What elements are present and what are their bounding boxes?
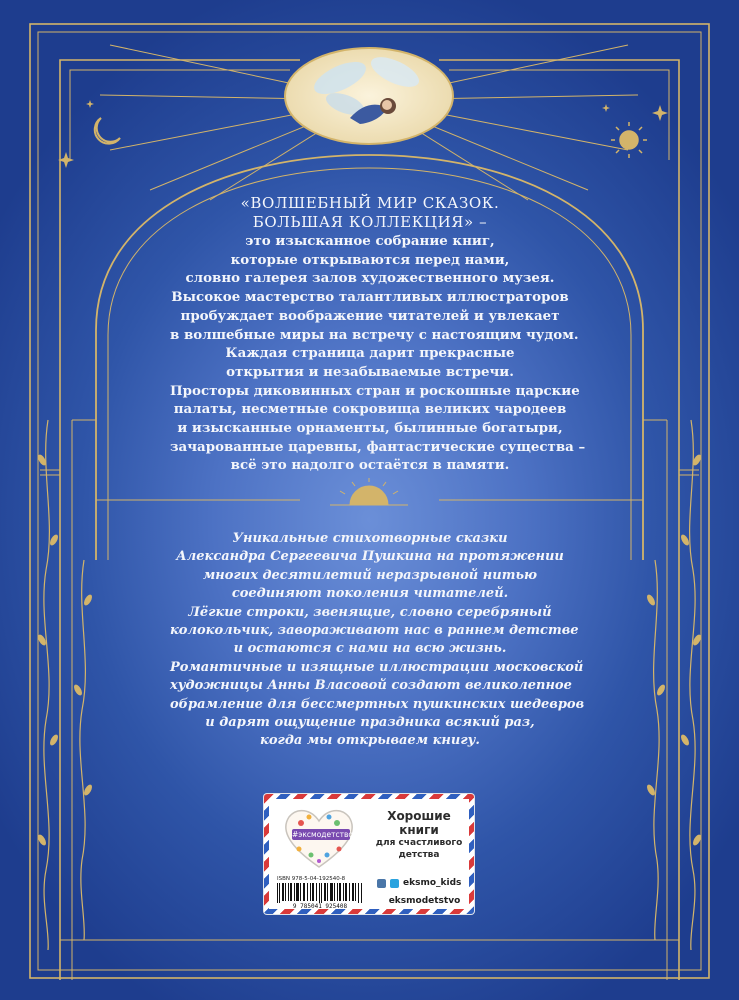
intro-line: зачарованные царевны, фантастические существа – — [170, 438, 586, 455]
intro-line: Каждая страница дарит прекрасные — [225, 345, 515, 362]
series-title-line-1: «ВОЛШЕБНЫЙ МИР СКАЗОК. — [240, 194, 500, 212]
description-line: многих десятилетий неразрывной нитью — [202, 567, 538, 583]
description-line: и остаются с нами на всю жизнь. — [233, 641, 507, 657]
intro-line: всё это надолго остаётся в памяти. — [230, 457, 510, 474]
sun-icon — [611, 122, 647, 158]
description-line: соединяют поколения читателей. — [231, 586, 509, 602]
slogan-line: детства — [398, 850, 440, 860]
vk-icon — [377, 879, 386, 888]
intro-line: словно галерея залов художественного музея. — [185, 270, 555, 287]
sunrise-ornament — [330, 478, 408, 505]
fairy-illustration — [285, 48, 453, 144]
intro-line: пробуждает воображение читателей и увлекает — [180, 307, 560, 324]
intro-line: Просторы диковинных стран и роскошные царские — [170, 382, 580, 399]
description-line: Романтичные и изящные иллюстрации московской — [170, 659, 584, 675]
barcode-number: 9 785041 925408 — [292, 903, 348, 910]
slogan-line: Хорошие — [387, 809, 451, 823]
social-handle — [377, 878, 461, 888]
isbn-text: ISBN 978-5-04-192540-8 — [277, 876, 346, 882]
description-line: когда мы открываем книгу. — [260, 733, 480, 749]
description-line: колокольчик, завораживают нас в раннем детстве — [170, 623, 579, 639]
slogan — [367, 809, 471, 861]
intro-line: Высокое мастерство талантливых иллюстраторов — [171, 289, 569, 306]
description-line: и дарят ощущение праздника всякий раз, — [205, 715, 535, 731]
description-text — [170, 530, 585, 751]
slogan-line: для счастливого — [375, 838, 463, 848]
description-line: художницы Анны Власовой создают великолепное — [170, 678, 572, 694]
telegram-icon — [390, 879, 399, 888]
intro-text — [170, 194, 586, 475]
description-line: Александра Сергеевича Пушкина на протяжении — [176, 549, 564, 565]
description-line: обрамление для бессмертных пушкинских шедевров — [170, 696, 585, 712]
sticker-inner — [269, 799, 469, 909]
intro-line: открытия и незабываемые встречи. — [226, 363, 514, 380]
slogan-line: книги — [399, 823, 439, 837]
intro-line: и изысканные орнаменты, былинные богатыри, — [177, 420, 563, 437]
hashtag-label: #эксмодетство — [292, 830, 353, 839]
intro-line: палаты, несметные сокровища великих чародеев — [173, 401, 567, 418]
publisher-sticker — [264, 794, 474, 914]
moon-icon — [95, 118, 120, 144]
intro-line: это изысканное собрание книг, — [245, 233, 495, 249]
intro-line: в волшебные миры на встречу с настоящим чудом. — [170, 326, 579, 343]
description-line: Уникальные стихотворные сказки — [232, 531, 508, 546]
description-line: Лёгкие строки, звенящие, словно серебряный — [188, 604, 552, 620]
intro-line: которые открываются перед нами, — [230, 251, 510, 268]
social-handle-text: eksmo_kids — [403, 878, 462, 888]
website-text: eksmodetstvo — [388, 896, 461, 906]
barcode — [277, 883, 363, 903]
series-title-line-2: БОЛЬШАЯ КОЛЛЕКЦИЯ» – — [252, 213, 488, 231]
